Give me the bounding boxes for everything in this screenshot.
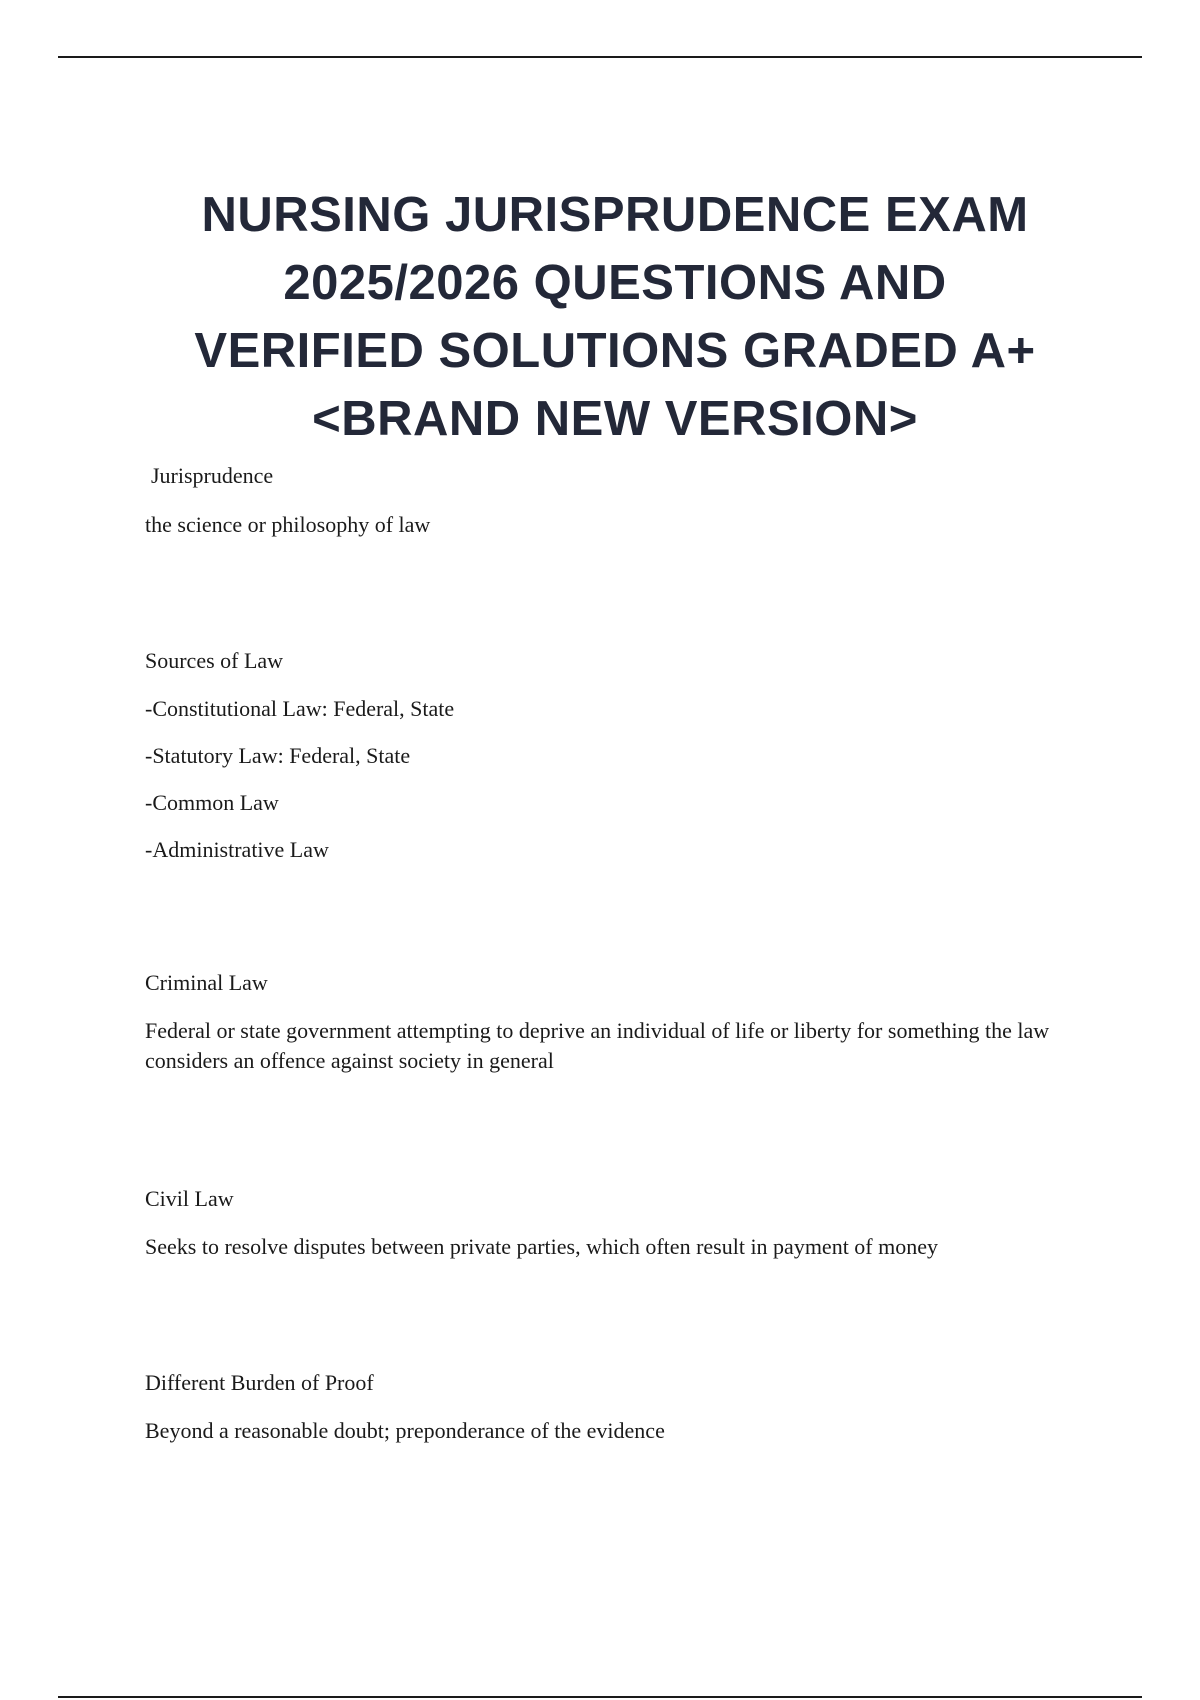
entry-definition: Beyond a reasonable doubt; preponderance of the evidence xyxy=(145,1418,665,1443)
entry-definition: Federal or state government attempting to deprive an individual of life or liberty for something the law considers an offence against society in general xyxy=(145,1018,1050,1073)
definition-list-item: -Constitutional Law: Federal, State xyxy=(145,696,455,721)
bottom-rule xyxy=(58,1696,1142,1698)
entry-term: Different Burden of Proof xyxy=(145,1370,374,1395)
entry-term: Criminal Law xyxy=(145,970,268,995)
document-title xyxy=(120,181,1110,453)
entry-definition-list xyxy=(145,694,454,882)
definition-list-item: -Common Law xyxy=(145,790,279,815)
definition-list-item: -Administrative Law xyxy=(145,837,329,862)
entry-term: Sources of Law xyxy=(145,648,284,673)
top-rule xyxy=(58,56,1142,58)
title-line: <BRAND NEW VERSION> xyxy=(312,391,918,446)
title-line: VERIFIED SOLUTIONS GRADED A+ xyxy=(194,323,1036,378)
title-line: 2025/2026 QUESTIONS AND xyxy=(283,255,947,310)
entry-term: Civil Law xyxy=(145,1186,234,1211)
entry-term: Jurisprudence xyxy=(151,463,274,488)
definition-list-item: -Statutory Law: Federal, State xyxy=(145,743,411,768)
entry-definition: the science or philosophy of law xyxy=(145,512,431,537)
entry-definition: Seeks to resolve disputes between private parties, which often result in payment of money xyxy=(145,1234,939,1259)
title-line: NURSING JURISPRUDENCE EXAM xyxy=(201,187,1029,242)
